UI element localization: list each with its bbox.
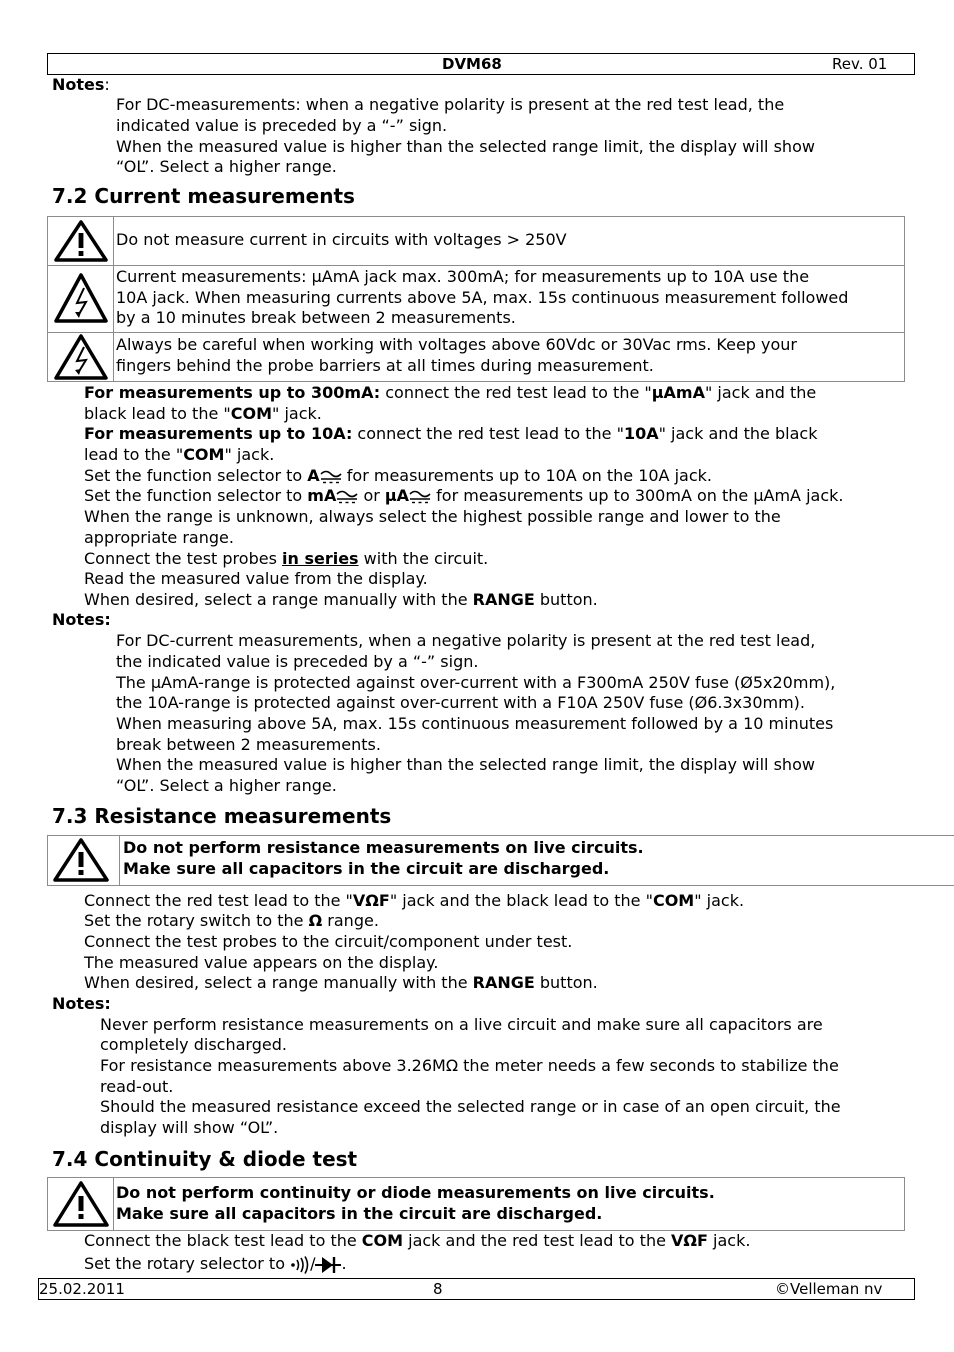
note-line: When the measured value is higher than the selected range limit, the display will show	[116, 755, 815, 774]
warning-text: Current measurements: µAmA jack max. 300mA; for measurements up to 10A use the	[116, 267, 810, 286]
revision-label: Rev. 01	[832, 55, 888, 73]
instruction-line: When desired, select a range manually with the RANGE button.	[84, 590, 598, 609]
notes-heading: Notes:	[52, 610, 111, 629]
note-line: The µAmA-range is protected against over-current with a F300mA 250V fuse (Ø5x20mm),	[116, 673, 836, 692]
instruction-line: lead to the "COM" jack.	[84, 445, 275, 464]
warning-text: Do not perform continuity or diode measurements on live circuits.	[116, 1183, 715, 1202]
instruction-line: black lead to the "COM" jack.	[84, 404, 322, 423]
warning-exclamation-icon	[53, 219, 109, 263]
note-line: Never perform resistance measurements on a live circuit and make sure all capacitors are	[100, 1015, 823, 1034]
instruction-line: When the range is unknown, always select the highest possible range and lower to the	[84, 507, 781, 526]
instruction-line: For measurements up to 300mA: connect the red test lead to the "µAmA" jack and the	[84, 383, 817, 402]
warning-text: 10A jack. When measuring currents above 5A, max. 15s continuous measurement followed	[116, 288, 849, 307]
ac-dc-icon	[336, 490, 358, 504]
note-line: the 10A-range is protected against over-current with a F10A 250V fuse (Ø6.3x30mm).	[116, 693, 806, 712]
note-line: break between 2 measurements.	[116, 735, 381, 754]
electric-shock-warning-icon	[53, 333, 109, 381]
note-line: indicated value is preceded by a “-” sign.	[116, 116, 448, 135]
note-line: Should the measured resistance exceed the selected range or in case of an open circuit, the	[100, 1097, 841, 1116]
ac-dc-icon	[409, 490, 431, 504]
note-line: “OL”. Select a higher range.	[116, 776, 337, 795]
note-line: read-out.	[100, 1077, 174, 1096]
notes-heading: Notes:	[52, 75, 110, 94]
note-line: When the measured value is higher than the selected range limit, the display will show	[116, 137, 815, 156]
instruction-line: Read the measured value from the display.	[84, 569, 428, 588]
instruction-line: Connect the test probes to the circuit/component under test.	[84, 932, 573, 951]
note-line: For DC-measurements: when a negative polarity is present at the red test lead, the	[116, 95, 785, 114]
instruction-line: Set the function selector to A for measurements up to 10A on the 10A jack.	[84, 466, 712, 485]
note-line: For DC-current measurements, when a negative polarity is present at the red test lead,	[116, 631, 816, 650]
notes-heading: Notes:	[52, 994, 111, 1013]
diode-icon	[315, 1256, 341, 1274]
note-line: When measuring above 5A, max. 15s continuous measurement followed by a 10 minutes	[116, 714, 834, 733]
table-divider	[119, 836, 120, 885]
instruction-line: Connect the red test lead to the "VΩF" jack and the black lead to the "COM" jack.	[84, 891, 745, 910]
instruction-line: Connect the test probes in series with the circuit.	[84, 549, 489, 568]
note-line: completely discharged.	[100, 1035, 287, 1054]
warning-text: Make sure all capacitors in the circuit are discharged.	[123, 859, 610, 878]
warning-text: Do not measure current in circuits with voltages > 250V	[116, 230, 567, 249]
electric-shock-warning-icon	[53, 272, 109, 324]
section-heading-resistance: 7.3 Resistance measurements	[52, 804, 392, 828]
warning-exclamation-icon	[52, 1180, 110, 1228]
warning-exclamation-icon	[52, 837, 110, 883]
warning-text: Make sure all capacitors in the circuit are discharged.	[116, 1204, 603, 1223]
instruction-line: When desired, select a range manually with the RANGE button.	[84, 973, 598, 992]
page-header	[47, 53, 915, 75]
page-footer	[38, 1278, 915, 1300]
note-line: display will show “OL”.	[100, 1118, 279, 1137]
instruction-line: Set the rotary selector to / .	[84, 1254, 347, 1273]
note-line: For resistance measurements above 3.26MΩ the meter needs a few seconds to stabilize the	[100, 1056, 839, 1075]
instruction-line: The measured value appears on the display.	[84, 953, 439, 972]
footer-copyright: ©Velleman nv	[775, 1280, 883, 1298]
instruction-line: Set the function selector to mA or µA for measurements up to 300mA on the µAmA jack.	[84, 486, 844, 505]
note-line: “OL”. Select a higher range.	[116, 157, 337, 176]
continuity-buzzer-icon	[290, 1256, 310, 1274]
footer-date: 25.02.2011	[39, 1280, 125, 1298]
instruction-line: Set the rotary switch to the Ω range.	[84, 911, 379, 930]
table-divider	[113, 217, 114, 381]
warning-text: fingers behind the probe barriers at all times during measurement.	[116, 356, 654, 375]
table-divider	[113, 1178, 114, 1230]
section-heading-continuity: 7.4 Continuity & diode test	[52, 1147, 358, 1171]
warning-text: Always be careful when working with voltages above 60Vdc or 30Vac rms. Keep your	[116, 335, 797, 354]
document-title: DVM68	[442, 55, 502, 73]
page-number: 8	[433, 1280, 443, 1298]
warning-text: Do not perform resistance measurements on live circuits.	[123, 838, 644, 857]
ac-dc-icon	[320, 470, 342, 484]
instruction-line: For measurements up to 10A: connect the red test lead to the "10A" jack and the black	[84, 424, 818, 443]
section-heading-current: 7.2 Current measurements	[52, 184, 355, 208]
instruction-line: appropriate range.	[84, 528, 234, 547]
table-divider	[48, 332, 904, 333]
instruction-line: Connect the black test lead to the COM jack and the red test lead to the VΩF jack.	[84, 1231, 751, 1250]
note-line: the indicated value is preceded by a “-” sign.	[116, 652, 479, 671]
warning-text: by a 10 minutes break between 2 measurements.	[116, 308, 516, 327]
table-divider	[48, 265, 904, 266]
